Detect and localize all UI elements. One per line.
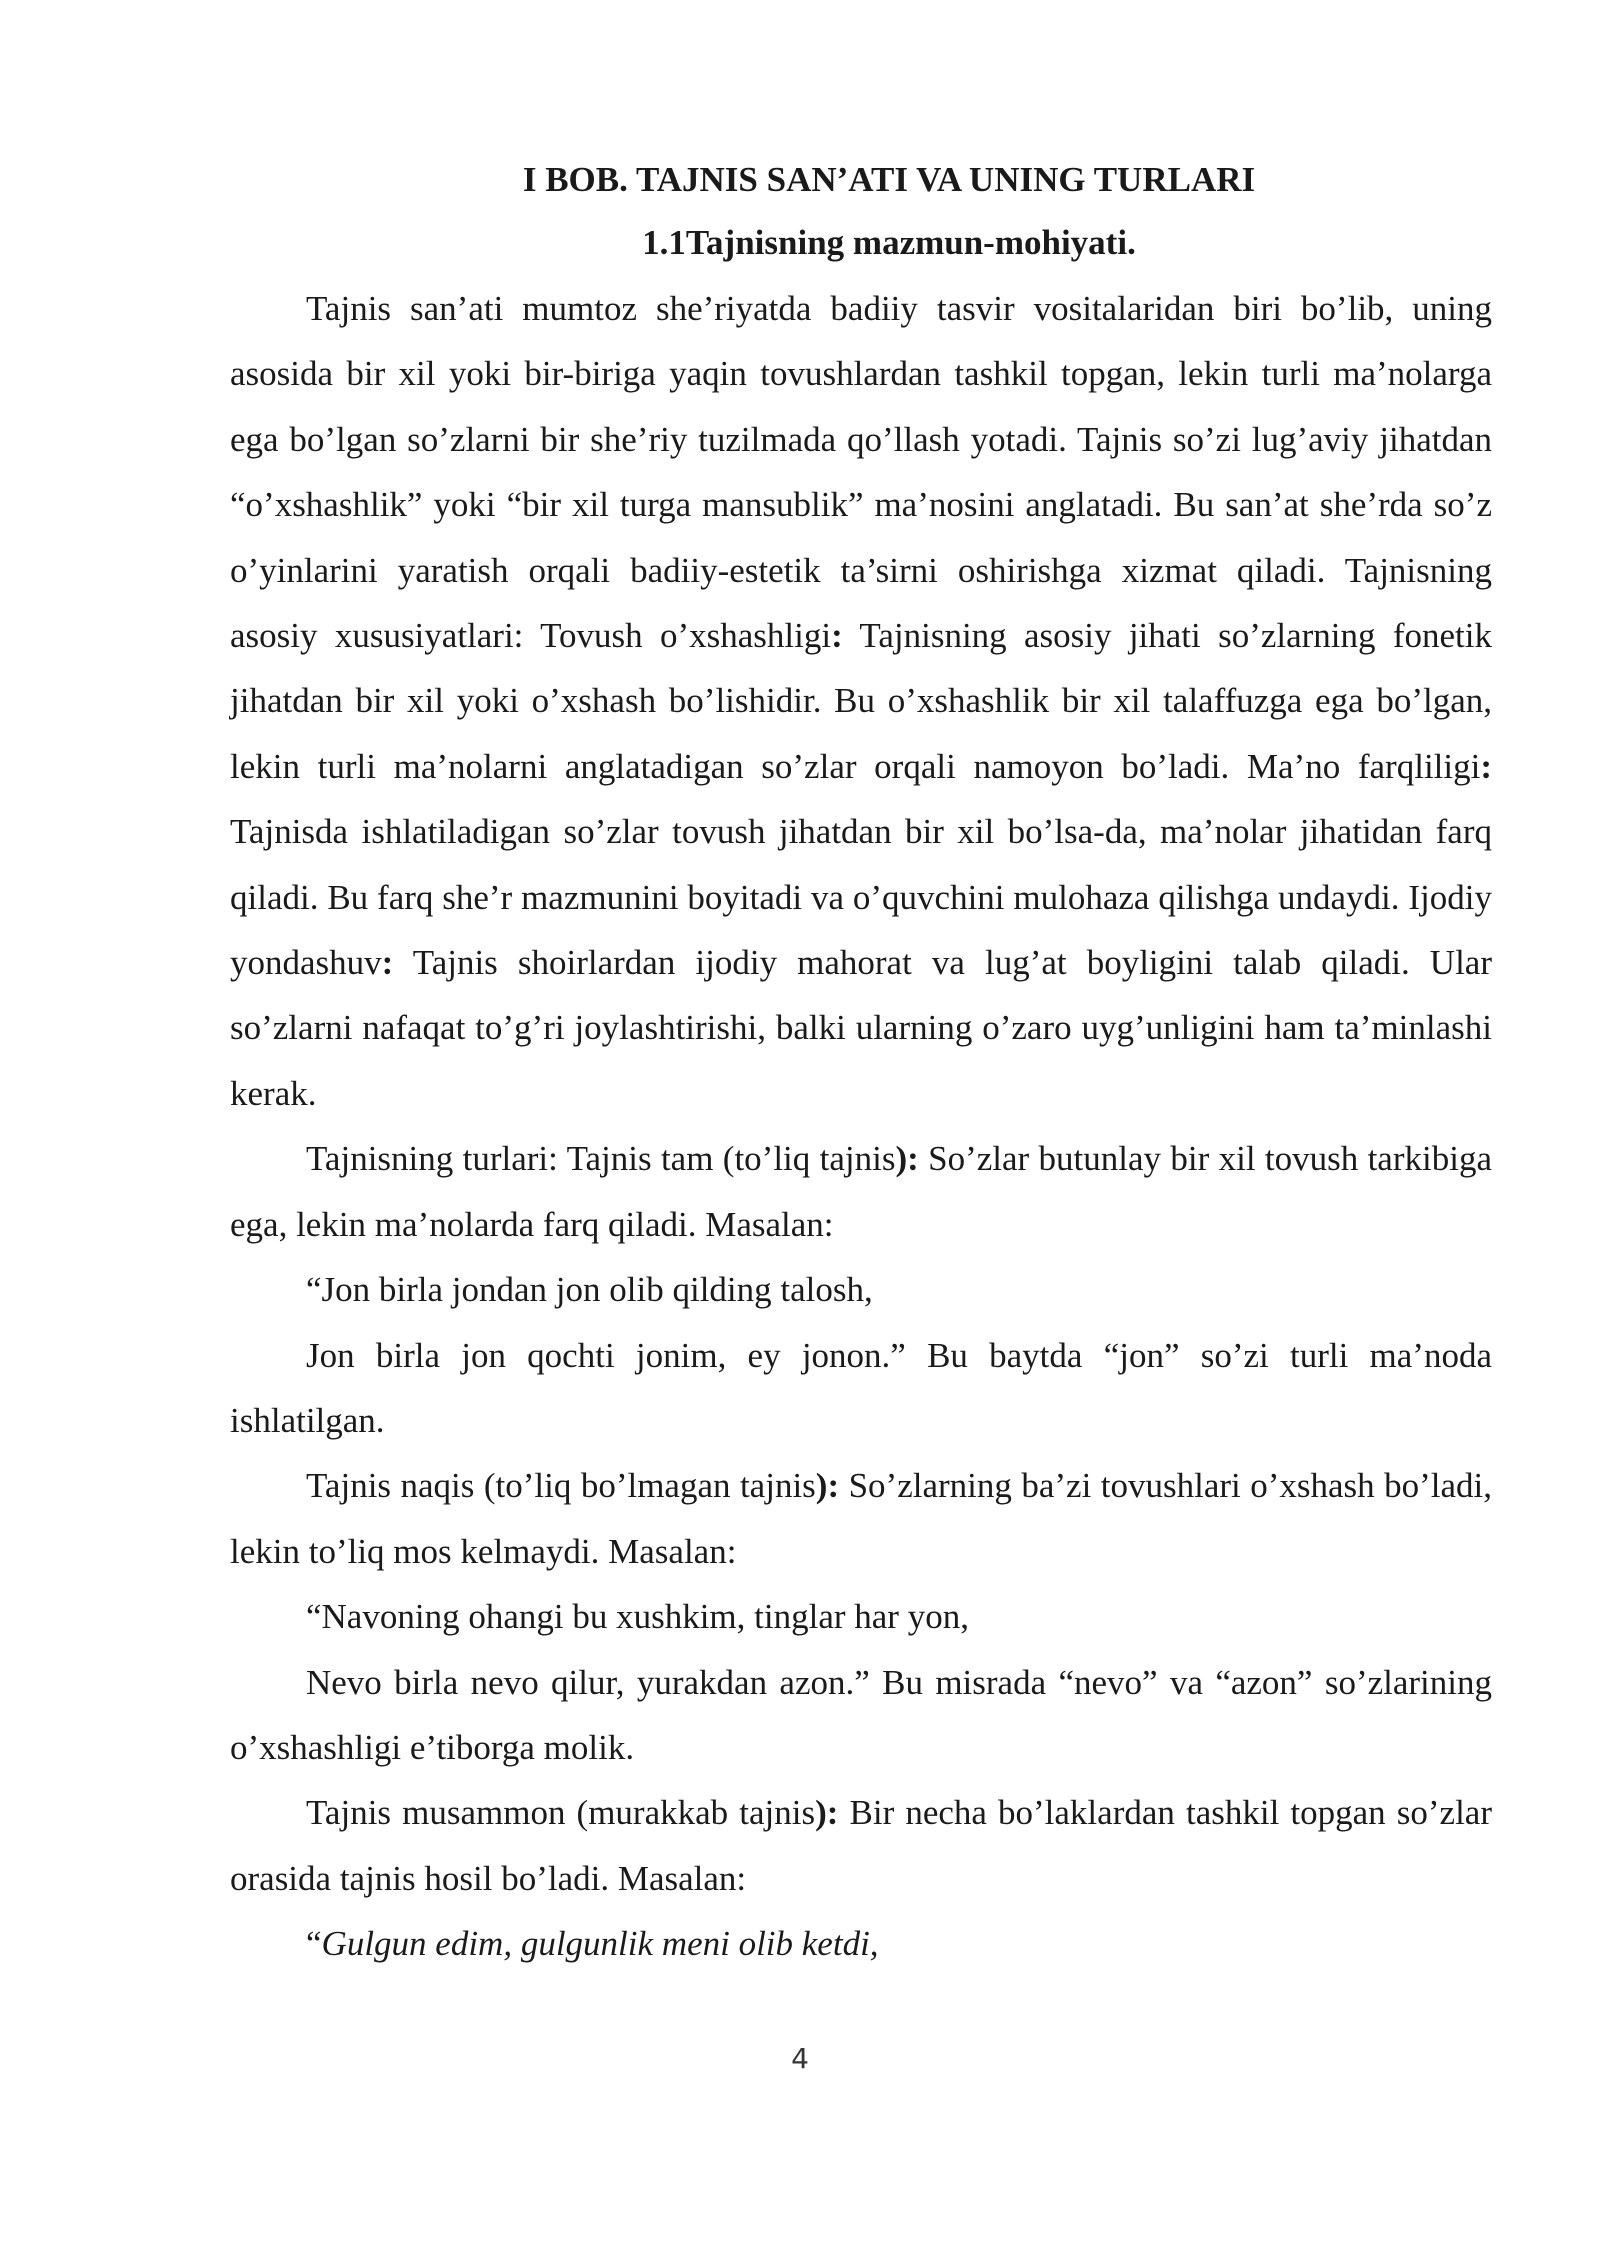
open-quote: “ [306, 1924, 322, 1964]
verse-line-5 [230, 1911, 1492, 1976]
text-run: So’zlarning ba’zi tovushlari o’xshash bo’ladi, lekin to’liq mos kelmaydi. Masalan: [230, 1466, 1493, 1571]
bold-colon: : [1480, 746, 1492, 786]
italic-verse: Gulgun edim, gulgunlik meni olib ketdi, [321, 1924, 879, 1964]
text-run: Tajnisning turlari: Tajnis tam (to’liq tajnis [306, 1139, 896, 1179]
bold-colon: : [831, 616, 843, 656]
verse-line-2: Jon birla jon qochti jonim, ey jonon.” Bu baytda “jon” so’zi turli ma’noda ishlatilgan. [230, 1335, 1492, 1440]
chapter-title: I BOB. TAJNIS SAN’ATI VA UNING TURLARI [522, 160, 1256, 199]
text-run: Bir necha bo’laklardan tashkil topgan so’zlar orasida tajnis hosil bo’ladi. Masalan: [230, 1793, 1492, 1898]
bold-paren-colon: ): [815, 1793, 839, 1833]
verse-line-1: “Jon birla jondan jon olib qilding talosh, [306, 1270, 873, 1310]
paragraph-tajnis-musammon [230, 1780, 1492, 1911]
verse-line-4: Nevo birla nevo qilur, yurakdan azon.” Bu misrada “nevo” va “azon” so’zlarining o’xshashligi e’tiborga molik. [230, 1662, 1492, 1767]
document-page [230, 150, 1492, 1977]
bold-colon: : [381, 943, 394, 983]
section-title: 1.1Tajnisning mazmun-mohiyati. [642, 223, 1136, 262]
verse-line-3: “Navoning ohangi bu xushkim, tinglar har yon, [306, 1597, 969, 1637]
text-run: Tajnis san’ati mumtoz she’riyatda badiiy tasvir vositalaridan biri bo’lib, uning asosida bir xil yoki bir-biriga yaqin tovushlardan tashkil topgan, lekin turli ma’nolarga ega bo’lgan so’zlarni bir she’riy tuzilmada qo’llash yotadi. Tajnis so’zi lug’aviy jihatdan “o’xshashlik” yoki “bir xil turga mansublik” ma’nosini anglatadi. Bu san’at she’rda so’z o’yinlarini yaratish orqali badiiy-estetik ta’sirni oshirishga xizmat qiladi. Tajnisning asosiy xususiyatlari: Tovush o’xshashligi [230, 289, 1492, 656]
text-run: Tajnisning asosiy jihati so’zlarning fonetik jihatdan bir xil yoki o’xshash bo’lishidir. Bu o’xshashlik bir xil talaffuzga ega bo’lgan, lekin turli ma’nolarni anglatadigan so’zlar orqali namoyon bo’ladi. Ma’no farqliligi [230, 616, 1492, 786]
bold-paren-colon: ): [895, 1139, 919, 1179]
text-run: Tajnis naqis (to’liq bo’lmagan tajnis [306, 1466, 816, 1506]
paragraph-intro [230, 276, 1492, 1126]
paragraph-types [230, 1126, 1492, 1257]
text-run: So’zlar butunlay bir xil tovush tarkibiga ega, lekin ma’nolarda farq qiladi. Masalan: [230, 1139, 1492, 1244]
bold-paren-colon: ): [815, 1466, 840, 1506]
text-run: Tajnis shoirlardan ijodiy mahorat va lug’at boyligini talab qiladi. Ular so’zlarni nafaqat to’g’ri joylashtirishi, balki ularning o’zaro uyg’unligini ham ta’minlashi kerak. [230, 943, 1492, 1113]
paragraph-tajnis-naqis [230, 1453, 1492, 1584]
text-run: Tajnis musammon (murakkab tajnis [306, 1793, 816, 1833]
page-number: 4 [791, 2042, 809, 2075]
text-run: Tajnisda ishlatiladigan so’zlar tovush jihatdan bir xil bo’lsa-da, ma’nolar jihatidan farq qiladi. Bu farq she’r mazmunini boyitadi va o’quvchini mulohaza qilishga undaydi. Ijodiy yondashuv [230, 812, 1492, 983]
